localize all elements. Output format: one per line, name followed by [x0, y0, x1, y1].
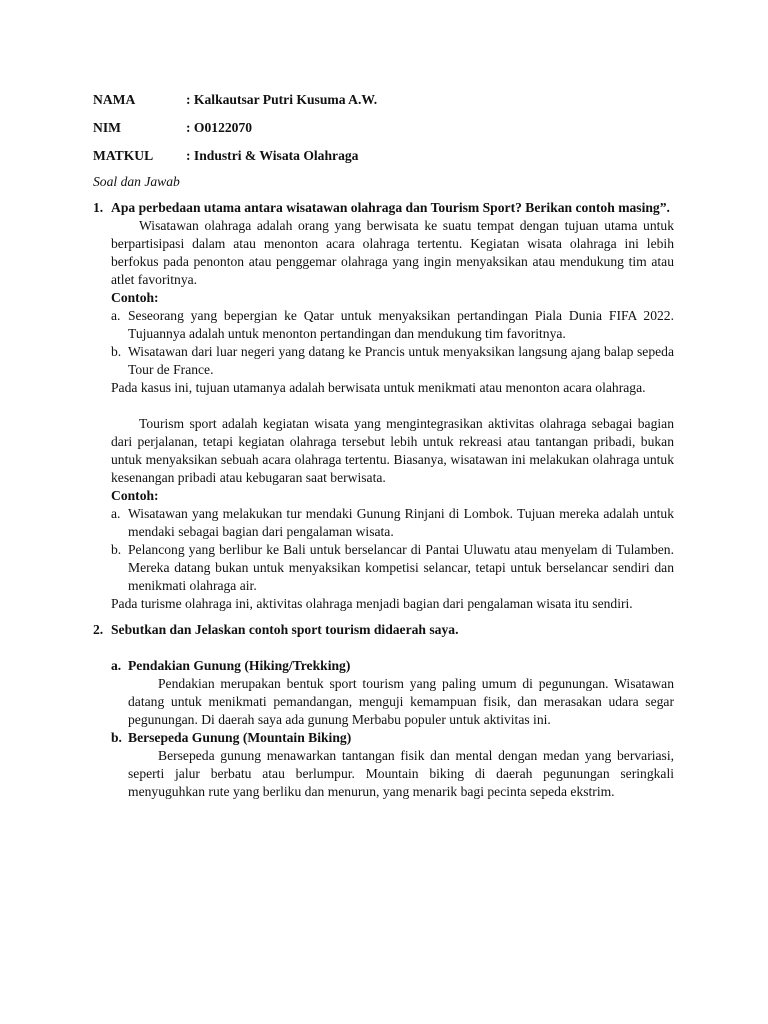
list-marker: a. — [111, 506, 121, 521]
header-label: MATKUL — [93, 148, 154, 163]
section-title: Soal dan Jawab — [93, 174, 180, 189]
example-heading: Contoh: — [111, 488, 159, 503]
subheading-text: Bersepeda Gunung (Mountain Biking) — [128, 730, 352, 745]
subheading — [111, 729, 674, 747]
example-heading: Contoh: — [111, 290, 159, 305]
list-text: Wisatawan yang melakukan tur mendaki Gunung Rinjani di Lombok. Tujuan mereka adalah untuk mendaki sebagai bagian dari pengalaman wisata. — [128, 506, 674, 539]
answer-2b — [111, 729, 674, 801]
question-text: Apa perbedaan utama antara wisatawan olahraga dan Tourism Sport? Berikan contoh masing”. — [111, 200, 670, 215]
header-value: : O0122070 — [186, 120, 253, 135]
list-item — [111, 307, 674, 343]
list-marker: b. — [111, 344, 122, 359]
header-value: : Industri & Wisata Olahraga — [186, 148, 359, 163]
list-item — [111, 505, 674, 541]
question-number: 1. — [93, 200, 104, 215]
question-text: Sebutkan dan Jelaskan contoh sport tourism didaerah saya. — [111, 622, 459, 637]
paragraph: Pendakian merupakan bentuk sport tourism yang paling umum di pegunungan. Wisatawan datang untuk menikmati pemandangan, menguji kemampuan fisik, dan merasakan udara segar pegunungan. Di daerah saya ada gunung Merbabu populer untuk aktivitas ini. — [128, 676, 674, 727]
question-number: 2. — [93, 622, 104, 637]
list-text: Wisatawan dari luar negeri yang datang ke Prancis untuk menyaksikan langsung ajang balap sepeda Tour de France. — [128, 344, 674, 377]
header-value: : Kalkautsar Putri Kusuma A.W. — [186, 92, 378, 107]
document-content — [93, 86, 674, 801]
list-marker: b. — [111, 542, 122, 557]
paragraph: Pada kasus ini, tujuan utamanya adalah berwisata untuk menikmati atau menonton acara olahraga. — [111, 380, 646, 395]
paragraph: Pada turisme olahraga ini, aktivitas olahraga menjadi bagian dari pengalaman wisata itu sendiri. — [111, 596, 633, 611]
answer-2a — [111, 657, 674, 729]
list-item — [111, 541, 674, 595]
header-label: NIM — [93, 120, 121, 135]
list-marker: b. — [111, 730, 122, 745]
list-marker: a. — [111, 308, 121, 323]
answer-1 — [111, 217, 674, 613]
list-text: Pelancong yang berlibur ke Bali untuk berselancar di Pantai Uluwatu atau menyelam di Tulamben. Mereka datang bukan untuk menyaksikan kompetisi selancar, tetapi untuk berselancar sendiri dan menikmati olahraga air. — [128, 542, 674, 593]
paragraph: Tourism sport adalah kegiatan wisata yang mengintegrasikan aktivitas olahraga sebagai bagian dari perjalanan, tetapi kegiatan olahraga tersebut lebih untuk rekreasi atau tantangan pribadi, bukan untuk menyaksikan sebuah acara olahraga tertentu. Biasanya, wisatawan ini melakukan olahraga untuk kesenangan pribadi atau kebugaran saat berwisata. — [111, 416, 674, 485]
subheading-text: Pendakian Gunung (Hiking/Trekking) — [128, 658, 351, 673]
list-text: Seseorang yang bepergian ke Qatar untuk menyaksikan pertandingan Piala Dunia FIFA 2022. Tujuannya adalah untuk menonton pertandingan dan mendukung tim favoritnya. — [128, 308, 674, 341]
list-item — [111, 343, 674, 379]
paragraph: Wisatawan olahraga adalah orang yang berwisata ke suatu tempat dengan tujuan utama untuk berpartisipasi dalam atau menonton acara olahraga tertentu. Kegiatan wisata olahraga ini lebih berfokus pada penonton atau penggemar olahraga yang ingin menyaksikan atau mendukung tim atau atlet favoritnya. — [111, 218, 674, 287]
header-matkul — [93, 142, 674, 170]
subheading — [111, 657, 674, 675]
paragraph: Bersepeda gunung menawarkan tantangan fisik dan mental dengan medan yang bervariasi, seperti jalur berbatu atau berlumpur. Mountain biking di daerah pegunungan seringkali menyuguhkan rute yang berliku dan menurun, yang menarik bagi pecinta sepeda ekstrim. — [128, 748, 674, 799]
header-nim — [93, 114, 674, 142]
header-label: NAMA — [93, 92, 136, 107]
question-1 — [93, 199, 674, 217]
header-nama — [93, 86, 674, 114]
question-2 — [93, 621, 674, 639]
list-marker: a. — [111, 658, 122, 673]
